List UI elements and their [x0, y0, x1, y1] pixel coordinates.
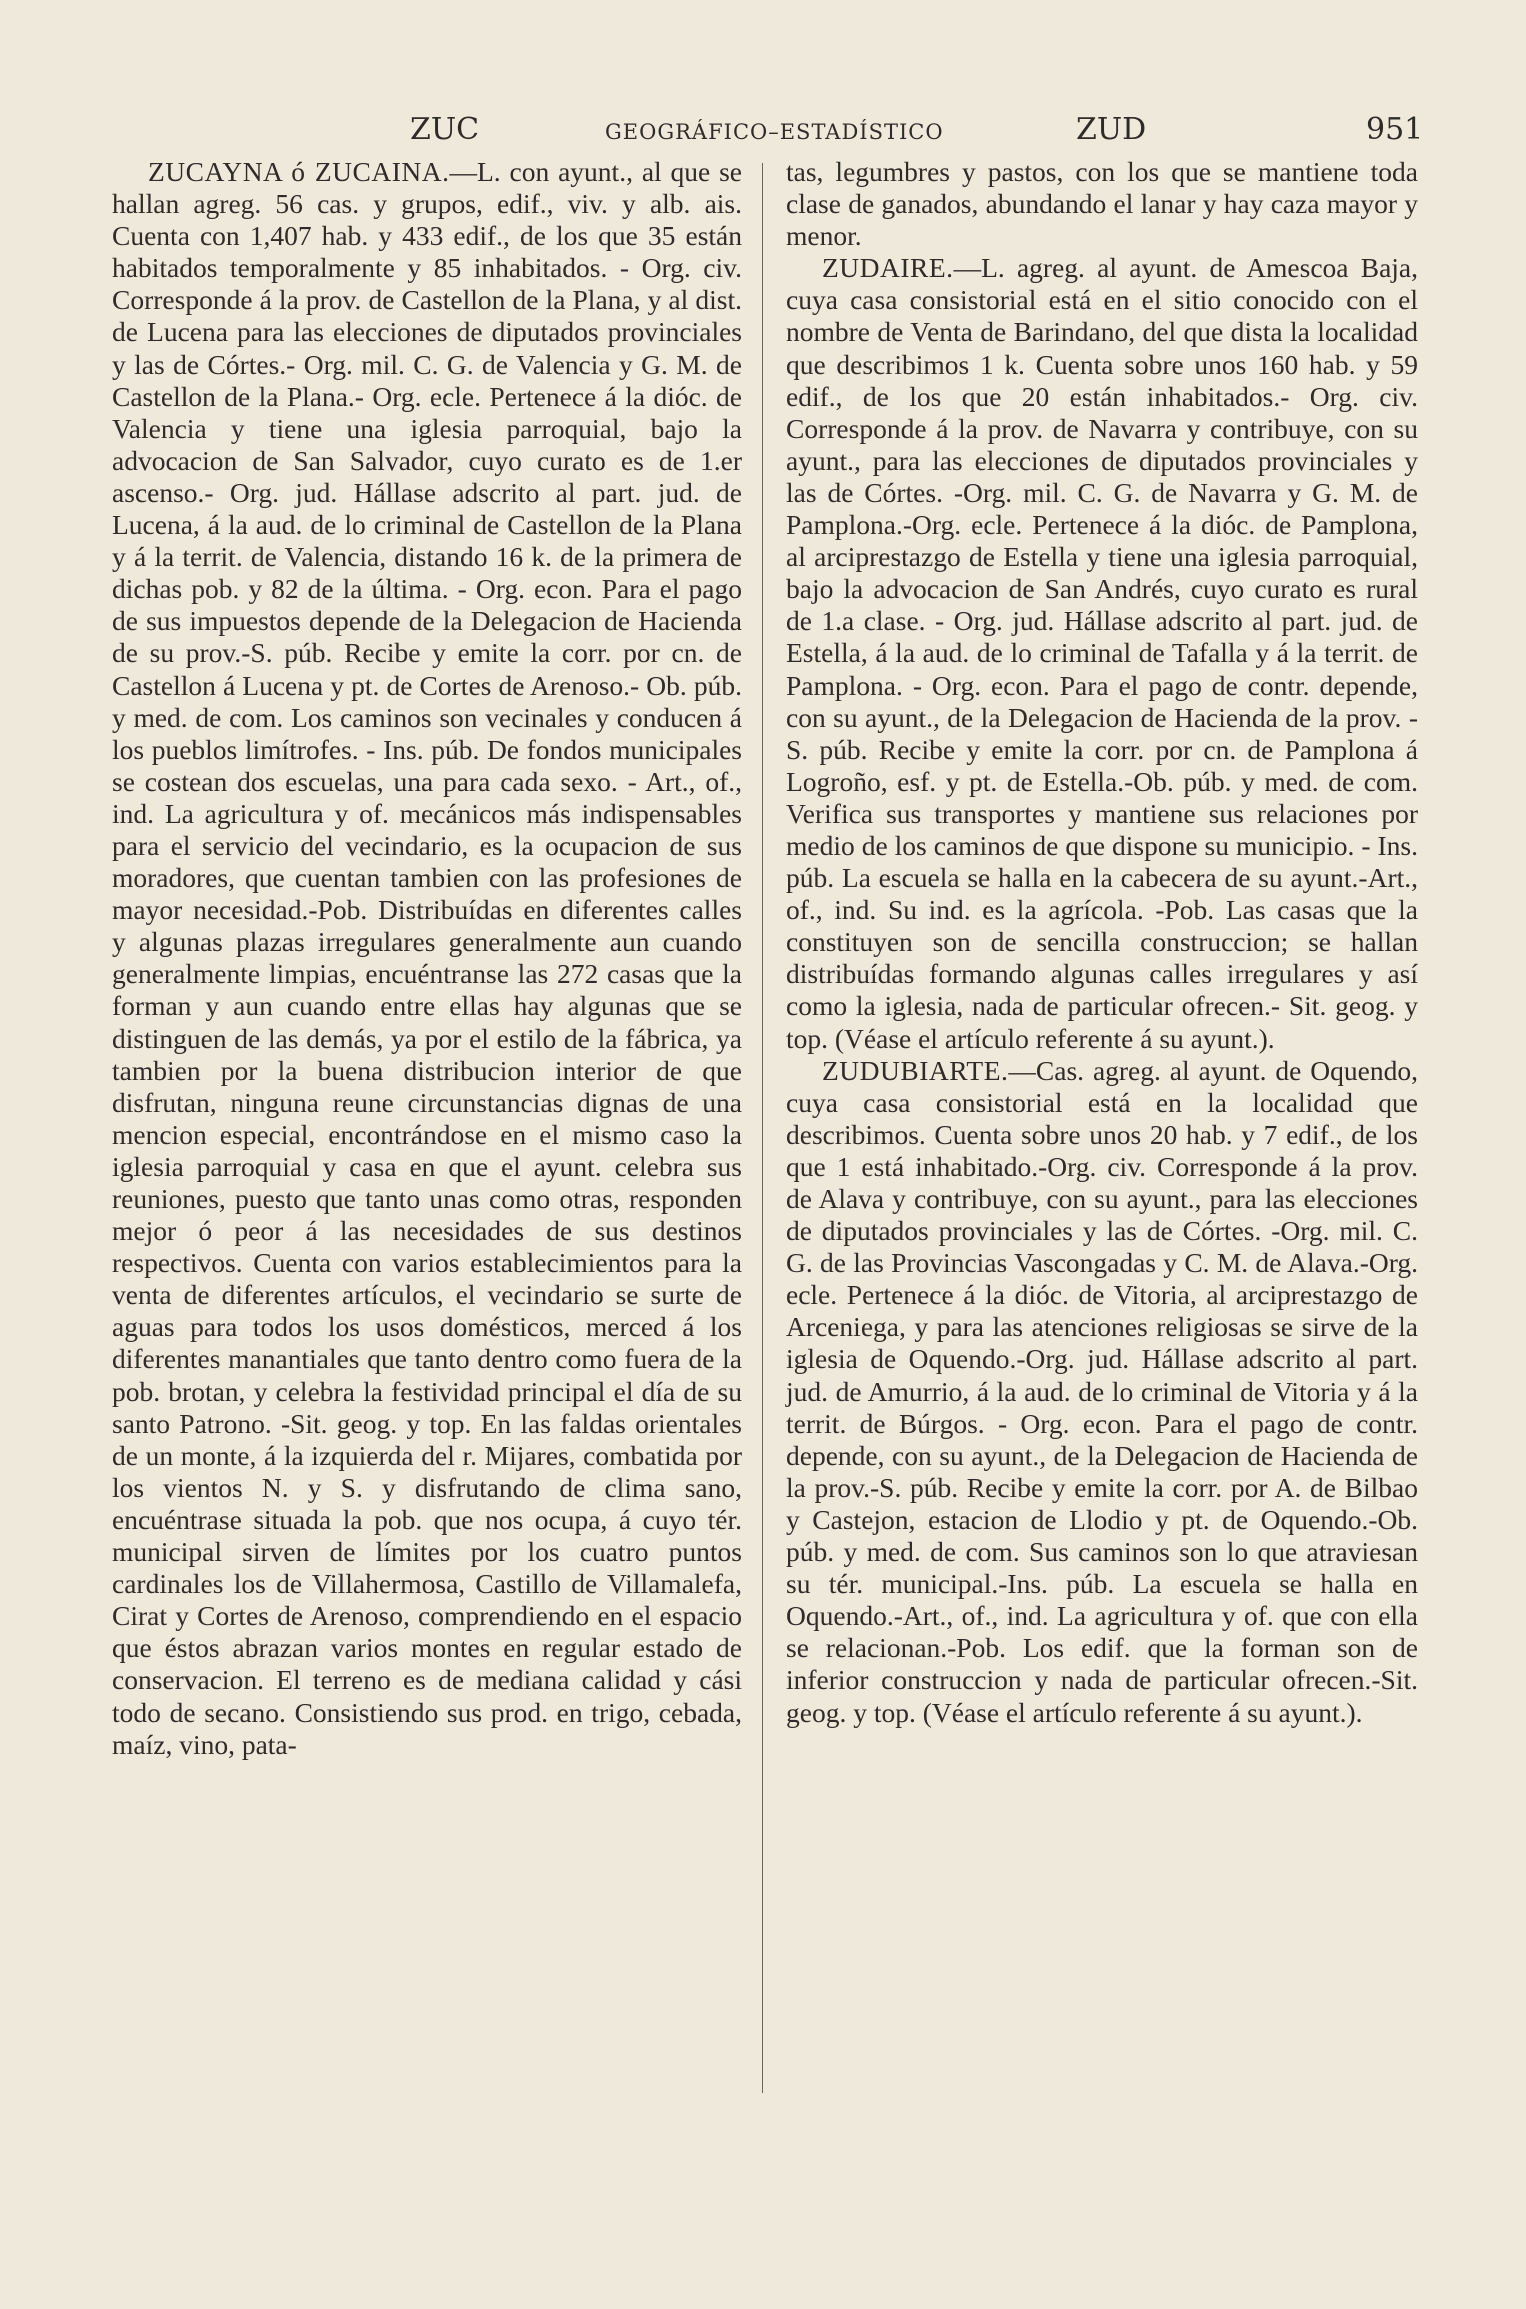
entry-text: —L. agreg. al ayunt. de Amescoa Baja, cuya casa consistorial está en el sitio conocido con el nombre de Venta de Barindano, del que dista la localidad que describimos 1 k. Cuenta sobre unos 160 hab. y 59 edif., de los que 20 están inhabitados.- Org. civ. Corresponde á la prov. de Navarra y contribuye, con su ayunt., para las elecciones de diputados provinciales y las de Córtes. -Org. mil. C. G. de Navarra y G. M. de Pamplona.-Org. ecle. Pertenece á la dióc. de Pamplona, al arciprestazgo de Estella y tiene una iglesia parroquial, bajo la advocacion de San Andrés, cuyo curato es rural de 1.a clase. - Org. jud. Hállase adscrito al part. jud. de Estella, á la aud. de lo criminal de Tafalla y á la territ. de Pamplona. - Org. econ. Para el pago de contr. depende, con su ayunt., de la Delegacion de Hacienda de la prov. - S. púb. Recibe y emite la corr. por cn. de Pamplona á Logroño, esf. y pt. de Estella.-Ob. púb. y med. de com. Verifica sus transportes y mantiene sus relaciones por medio de los caminos de que dispone su municipio. - Ins. púb. La escuela se halla en la cabecera de su ayunt.-Art., of., ind. Su ind. es la agrícola. -Pob. Las casas que la constituyen son de sencilla construccion; se hallan distribuídas formando algunas calles irregulares y así como la iglesia, nada de particular ofrecen.- Sit. geog. y top. (Véase el artículo referente á su ayunt.). [786, 252, 1418, 1054]
header-left-guide-word: ZUC [410, 112, 480, 147]
right-column [786, 156, 1418, 1729]
entry-text: —L. con ayunt., al que se hallan agreg. 56 cas. y grupos, edif., viv. y alb. ais. Cuenta con 1,407 hab. y 433 edif., de los que 35 están habitados temporalmente y 85 inhabitados. - Org. civ. Corresponde á la prov. de Castellon de la Plana, y al dist. de Lucena para las elecciones de diputados provinciales y las de Córtes.- Org. mil. C. G. de Valencia y G. M. de Castellon de la Plana.- Org. ecle. Pertenece á la dióc. de Valencia y tiene una iglesia parroquial, bajo la advocacion de San Salvador, cuyo curato es de 1.er ascenso.- Org. jud. Hállase adscrito al part. jud. de Lucena, á la aud. de lo criminal de Castellon de la Plana y á la territ. de Valencia, distando 16 k. de la primera de dichas pob. y 82 de la última. - Org. econ. Para el pago de sus impuestos depende de la Delegacion de Hacienda de su prov.-S. púb. Recibe y emite la corr. por cn. de Castellon á Lucena y pt. de Cortes de Arenoso.- Ob. púb. y med. de com. Los caminos son vecinales y conducen á los pueblos limítrofes. - Ins. púb. De fondos municipales se costean dos escuelas, una para cada sexo. - Art., of., ind. La agricultura y of. mecánicos más indispensables para el servicio del vecindario, es la ocupacion de sus moradores, que cuentan tambien con las profesiones de mayor necesidad.-Pob. Distribuídas en diferentes calles y algunas plazas irregulares generalmente aun cuando generalmente limpias, encuéntranse las 272 casas que la forman y aun cuando entre ellas hay algunas que se distinguen de las demás, ya por el estilo de la fábrica, ya tambien por la buena distribucion interior de que disfrutan, ninguna reune circunstancias dignas de una mencion especial, encontrándose en el mismo caso la iglesia parroquial y casa en que el ayunt. celebra sus reuniones, puesto que tanto unas como otras, responden mejor ó peor á las necesidades de sus destinos respectivos. Cuenta con varios establecimientos para la venta de diferentes artículos, el vecindario se surte de aguas para todos los usos domésticos, merced á los diferentes manantiales que tanto dentro como fuera de la pob. brotan, y celebra la festividad principal el día de su santo Patrono. -Sit. geog. y top. En las faldas orientales de un monte, á la izquierda del r. Mijares, combatida por los vientos N. y S. y disfrutando de clima sano, encuéntrase situada la pob. que nos ocupa, á cuyo tér. municipal sirven de límites por los cuatro puntos cardinales los de Villahermosa, Castillo de Villamalefa, Cirat y Cortes de Arenoso, comprendiendo en el espacio que éstos abrazan varios montes en regular estado de conservacion. El terreno es de mediana calidad y cási todo de secano. Consistiendo sus prod. en trigo, cebada, maíz, vino, pata- [112, 156, 743, 1760]
running-header [0, 112, 1526, 152]
entry-text: tas, legumbres y pastos, con los que se mantiene toda clase de ganados, abundando el lanar y hay caza mayor y menor. [786, 156, 1418, 252]
entry-title: ZUDAIRE. [822, 252, 954, 284]
page-number: 951 [1366, 112, 1424, 147]
header-section-title: GEOGRÁFICO–ESTADÍSTICO [605, 120, 944, 144]
entry-paragraph [786, 1055, 1418, 1729]
entry-paragraph [112, 156, 742, 1761]
entry-title: ZUCAYNA ó ZUCAINA. [148, 156, 450, 187]
column-divider [762, 163, 763, 2093]
entry-title: ZUDUBIARTE. [822, 1054, 1009, 1086]
entry-paragraph [786, 252, 1418, 1054]
header-right-guide-word: ZUD [1076, 112, 1147, 147]
entry-paragraph [786, 156, 1418, 252]
left-column [112, 156, 742, 1761]
entry-text: —Cas. agreg. al ayunt. de Oquendo, cuya casa consistorial está en la localidad que describimos. Cuenta sobre unos 20 hab. y 7 edif., de los que 1 está inhabitado.-Org. civ. Corresponde á la prov. de Alava y contribuye, con su ayunt., para las elecciones de diputados provinciales y las de Córtes. -Org. mil. C. G. de las Provincias Vascongadas y C. M. de Alava.-Org. ecle. Pertenece á la dióc. de Vitoria, al arciprestazgo de Arceniega, y para las atenciones religiosas se sirve de la iglesia de Oquendo.-Org. jud. Hállase adscrito al part. jud. de Amurrio, á la aud. de lo criminal de Vitoria y á la territ. de Búrgos. - Org. econ. Para el pago de contr. depende, con su ayunt., de la Delegacion de Hacienda de la prov.-S. púb. Recibe y emite la corr. por A. de Bilbao y Castejon, estacion de Llodio y pt. de Oquendo.-Ob. púb. y med. de com. Sus caminos son lo que atraviesan su tér. municipal.-Ins. púb. La escuela se halla en Oquendo.-Art., of., ind. La agricultura y of. que con ella se relacionan.-Pob. Los edif. que la forman son de inferior construccion y nada de particular ofrecen.-Sit. geog. y top. (Véase el artículo referente á su ayunt.). [786, 1054, 1418, 1728]
